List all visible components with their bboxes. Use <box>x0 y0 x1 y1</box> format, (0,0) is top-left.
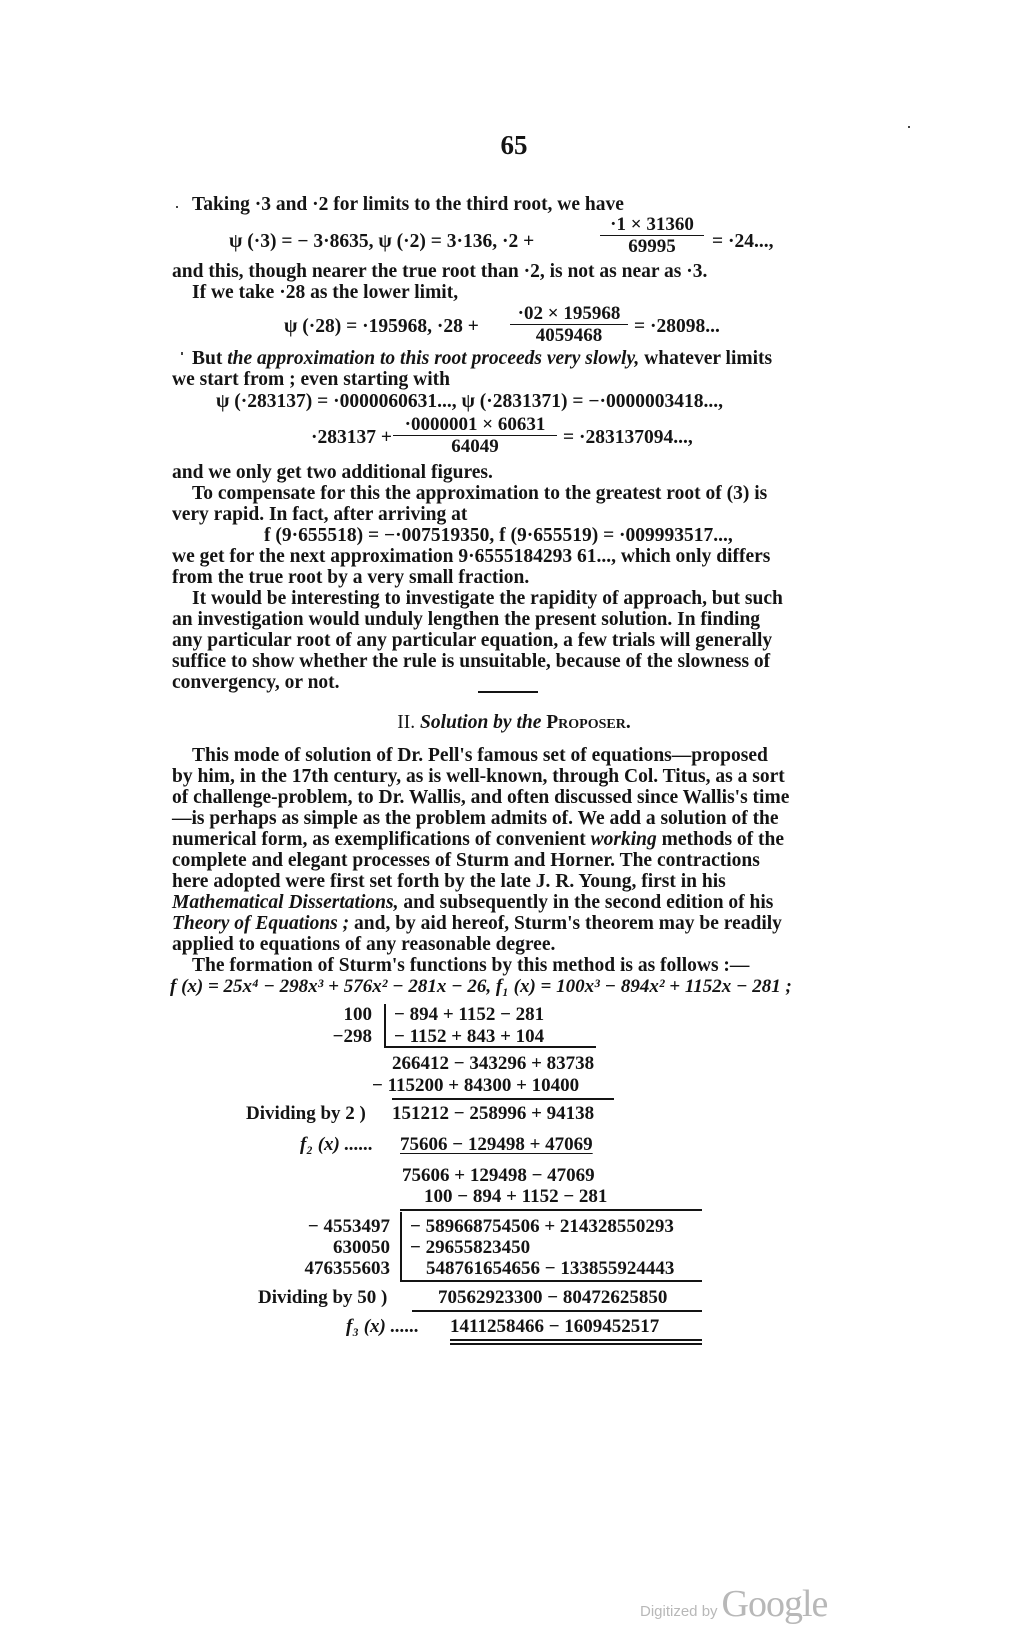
text-line: The formation of Sturm's functions by this method is as follows :— <box>192 955 750 976</box>
calc-row: 100 − 894 + 1152 − 281 <box>424 1186 608 1207</box>
text-line: Taking ·3 and ·2 for limits to the third root, we have <box>192 194 624 215</box>
google-logo: Google <box>721 1583 828 1625</box>
text-span: and subsequently in the second edition of his <box>398 892 774 913</box>
text-line: we start from ; even starting with <box>172 369 450 390</box>
calc-rule <box>392 1098 614 1100</box>
equation-psi-1-right: = ·24..., <box>712 231 774 252</box>
equation-4-left: ·283137 + <box>311 427 392 448</box>
calc-row: 151212 − 258996 + 94138 <box>392 1103 595 1124</box>
calc-divide-label: Dividing by 50 ) <box>258 1287 388 1308</box>
fraction-1-denominator: 69995 <box>628 236 676 257</box>
text-line: an investigation would unduly lengthen the present solution. In finding <box>172 609 761 630</box>
calc-row: 266412 − 343296 + 83738 <box>392 1053 595 1074</box>
calc-row: 548761654656 − 133855924443 <box>426 1258 675 1279</box>
text-span: methods of the <box>656 829 785 850</box>
equation-psi-2-left: ψ (·28) = ·195968, ·28 + <box>284 316 479 337</box>
f2-label: f₂ (x) ...... <box>300 1134 374 1155</box>
scan-speck <box>181 352 183 355</box>
text-line: we get for the next approximation 9·6555184293 61..., which only differs <box>172 546 771 567</box>
calc-row: − 115200 + 84300 + 10400 <box>372 1075 580 1096</box>
fraction-2-numerator: ·02 × 195968 <box>510 303 628 325</box>
text-line: of challenge-problem, to Dr. Wallis, and often discussed since Wallis's time <box>172 787 790 808</box>
sturm-functions-equation: f (x) = 25x⁴ − 298x³ + 576x² − 281x − 26, f₁ (x) = 100x³ − 894x² + 1152x − 281 ; <box>170 976 792 997</box>
heading-italic: Solution by the <box>420 712 542 733</box>
calc-multiplier: 630050 <box>333 1237 390 1258</box>
digitized-by-google-watermark <box>640 1582 827 1626</box>
heading-proposer: Proposer. <box>546 712 631 733</box>
text-span: whatever limits <box>639 348 773 369</box>
f2-value: 75606 − 129498 + 47069 <box>400 1134 593 1155</box>
text-line: here adopted were first set forth by the late J. R. Young, first in his <box>172 871 726 892</box>
calc-multiplier: − 4553497 <box>307 1216 390 1237</box>
calc-rule <box>412 1310 702 1312</box>
text-line: —is perhaps as simple as the problem admits of. We add a solution of the <box>172 808 779 829</box>
fraction-3 <box>393 414 557 457</box>
scan-speck <box>908 126 910 128</box>
text-line: To compensate for this the approximation to the greatest root of (3) is <box>192 483 768 504</box>
text-line <box>172 913 782 935</box>
f3-value: 1411258466 − 1609452517 <box>450 1316 660 1337</box>
section-divider <box>478 691 538 693</box>
text-line: by him, in the 17th century, as is well-known, through Col. Titus, as a sort <box>172 766 785 787</box>
equation-psi-3: ψ (·283137) = ·0000060631..., ψ (·2831371) = −·0000003418..., <box>216 391 724 412</box>
text-line: any particular root of any particular equation, a few trials will generally <box>172 630 773 651</box>
calc-bracket <box>384 1004 386 1046</box>
text-line: applied to equations of any reasonable degree. <box>172 934 556 955</box>
fraction-2 <box>510 303 628 346</box>
section-heading <box>0 712 1028 734</box>
watermark-text: Digitized by <box>640 1603 718 1620</box>
text-line: complete and elegant processes of Sturm and Horner. The contractions <box>172 850 760 871</box>
italic-title: Mathematical Dissertations, <box>172 892 399 913</box>
text-line: It would be interesting to investigate the rapidity of approach, but such <box>192 588 783 609</box>
text-line <box>192 348 772 370</box>
text-line: very rapid. In fact, after arriving at <box>172 504 468 525</box>
italic-title: Theory of Equations ; <box>172 913 350 934</box>
calc-row: 75606 + 129498 − 47069 <box>402 1165 595 1186</box>
text-line: convergency, or not. <box>172 672 340 693</box>
text-line: This mode of solution of Dr. Pell's famous set of equations—proposed <box>192 745 768 766</box>
page-number: 65 <box>500 130 528 160</box>
fraction-1 <box>600 214 704 257</box>
text-span: numerical form, as exemplifications of convenient <box>172 829 591 850</box>
italic-emphasis: working <box>590 829 657 850</box>
fraction-1-numerator: ·1 × 31360 <box>600 214 704 236</box>
equation-psi-1-left: ψ (·3) = − 3·8635, ψ (·2) = 3·136, ·2 + <box>229 231 535 252</box>
text-line <box>172 829 784 851</box>
text-line: suffice to show whether the rule is unsuitable, because of the slowness of <box>172 651 771 672</box>
calc-rule <box>400 1280 702 1282</box>
equation-f: f (9·655518) = −·007519350, f (9·655519) = ·009993517..., <box>264 525 733 546</box>
heading-number: II. <box>397 712 416 733</box>
equation-4-right: = ·283137094..., <box>563 427 693 448</box>
equation-psi-2-right: = ·28098... <box>634 316 720 337</box>
text-span: But <box>192 348 228 369</box>
f3-label: f₃ (x) ...... <box>346 1316 420 1337</box>
text-line: and we only get two additional figures. <box>172 462 493 483</box>
calc-row: − 1152 + 843 + 104 <box>394 1026 545 1047</box>
text-span: and, by aid hereof, Sturm's theorem may be readily <box>349 913 782 934</box>
text-line: and this, though nearer the true root than ·2, is not as near as ·3. <box>172 261 708 282</box>
calc-multiplier: 100 <box>343 1004 372 1025</box>
calc-row: − 894 + 1152 − 281 <box>394 1004 545 1025</box>
calc-double-rule-bottom <box>450 1343 702 1345</box>
scan-speck <box>176 206 178 208</box>
calc-divide-label: Dividing by 2 ) <box>246 1103 366 1124</box>
text-line: If we take ·28 as the lower limit, <box>192 282 459 303</box>
italic-emphasis: the approximation to this root proceeds very slowly, <box>227 348 640 369</box>
text-line <box>172 892 773 914</box>
calc-multiplier: 476355603 <box>304 1258 390 1279</box>
text-line: from the true root by a very small fraction. <box>172 567 530 588</box>
fraction-3-numerator: ·0000001 × 60631 <box>393 414 557 436</box>
calc-bracket <box>400 1212 402 1280</box>
calc-row: − 29655823450 <box>410 1237 531 1258</box>
calc-row: − 589668754506 + 214328550293 <box>410 1216 674 1237</box>
fraction-3-denominator: 64049 <box>451 436 499 457</box>
calc-double-rule-top <box>450 1339 702 1341</box>
fraction-2-denominator: 4059468 <box>535 325 603 346</box>
calc-rule <box>400 1209 702 1211</box>
calc-row: 70562923300 − 80472625850 <box>438 1287 668 1308</box>
calc-multiplier: −298 <box>332 1026 372 1047</box>
